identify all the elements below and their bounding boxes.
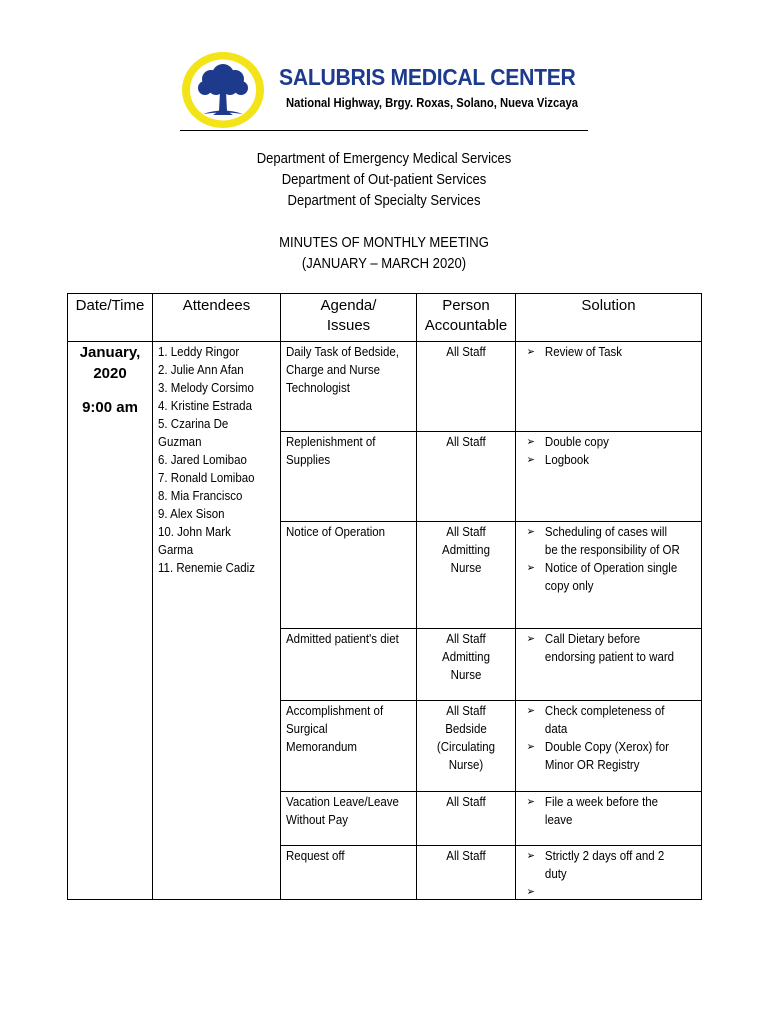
arrow-bullet-icon: ➢ xyxy=(526,796,536,808)
agenda-cell: Vacation Leave/Leave Without Pay xyxy=(281,792,417,846)
solution-item: ➢ Check completeness of data xyxy=(526,704,665,736)
organization-name: SALUBRIS MEDICAL CENTER xyxy=(279,64,576,90)
solution-item: ➢ Notice of Operation single copy only xyxy=(526,561,678,593)
table-header-row xyxy=(68,294,702,342)
solution-cell xyxy=(516,792,702,846)
meeting-date-month: January, xyxy=(79,344,141,361)
solution-item: ➢ Logbook xyxy=(526,453,590,467)
agenda-cell: Daily Task of Bedside, Charge and Nurse Technologist xyxy=(281,342,417,432)
person-accountable-cell: All Staff xyxy=(417,342,516,432)
solution-item: ➢ Strictly 2 days off and 2 duty xyxy=(526,849,665,881)
attendee-item: 9. Alex Sison xyxy=(158,507,225,521)
solution-item: ➢ Double Copy (Xerox) for Minor OR Registry xyxy=(526,740,669,772)
header-solution: Solution xyxy=(516,294,702,342)
solution-item: ➢ Review of Task xyxy=(526,345,623,359)
attendee-item: 11. Renemie Cadiz xyxy=(158,561,255,575)
solution-cell xyxy=(516,432,702,522)
meeting-date-year: 2020 xyxy=(93,365,127,382)
attendee-item: 1. Leddy Ringor xyxy=(158,345,240,359)
document-title xyxy=(0,233,768,275)
agenda-cell: Notice of Operation xyxy=(281,522,417,629)
arrow-bullet-icon: ➢ xyxy=(526,886,536,898)
solution-cell xyxy=(516,629,702,701)
minutes-title: MINUTES OF MONTHLY MEETING xyxy=(279,235,489,251)
attendee-item: 8. Mia Francisco xyxy=(158,489,243,503)
person-accountable-cell: All Staff xyxy=(417,792,516,846)
arrow-bullet-icon: ➢ xyxy=(526,526,536,538)
person-accountable-cell: All Staff Admitting Nurse xyxy=(417,629,516,701)
arrow-bullet-icon: ➢ xyxy=(526,850,536,862)
agenda-cell: Replenishment of Supplies xyxy=(281,432,417,522)
solution-item: ➢ Double copy xyxy=(526,435,609,449)
agenda-cell: Accomplishment of Surgical Memorandum xyxy=(281,701,417,792)
person-accountable-cell: All Staff xyxy=(417,432,516,522)
header-attendees: Attendees xyxy=(153,294,281,342)
minutes-period: (JANUARY – MARCH 2020) xyxy=(301,256,467,272)
header-divider xyxy=(180,130,588,131)
solution-cell xyxy=(516,846,702,900)
solution-item: ➢ File a week before the leave xyxy=(526,795,659,827)
department-name: Department of Emergency Medical Services xyxy=(256,151,512,167)
agenda-cell: Request off xyxy=(281,846,417,900)
agenda-cell: Admitted patient's diet xyxy=(281,629,417,701)
arrow-bullet-icon: ➢ xyxy=(526,454,536,466)
arrow-bullet-icon: ➢ xyxy=(526,705,536,717)
header-date-time: Date/Time xyxy=(68,294,153,342)
attendee-item: 10. John Mark Garma xyxy=(158,525,231,557)
arrow-bullet-icon: ➢ xyxy=(526,633,536,645)
tree-logo-icon xyxy=(181,51,265,129)
person-accountable-cell: All Staff xyxy=(417,846,516,900)
attendee-item: 2. Julie Ann Afan xyxy=(158,363,244,377)
arrow-bullet-icon: ➢ xyxy=(526,436,536,448)
person-accountable-cell: All Staff Admitting Nurse xyxy=(417,522,516,629)
table-row xyxy=(68,342,702,432)
letterhead xyxy=(0,0,768,135)
solution-cell xyxy=(516,522,702,629)
minutes-table xyxy=(67,293,702,900)
department-list xyxy=(0,149,768,212)
department-name: Department of Out-patient Services xyxy=(281,172,487,188)
attendee-item: 6. Jared Lomibao xyxy=(158,453,247,467)
solution-item: ➢ Scheduling of cases will be the responsibility of OR xyxy=(526,525,680,557)
arrow-bullet-icon: ➢ xyxy=(526,562,536,574)
attendee-item: 4. Kristine Estrada xyxy=(158,399,252,413)
attendee-item: 5. Czarina De Guzman xyxy=(158,417,229,449)
attendee-item: 7. Ronald Lomibao xyxy=(158,471,255,485)
person-accountable-cell: All Staff Bedside (Circulating Nurse) xyxy=(417,701,516,792)
attendees-cell xyxy=(153,342,281,900)
solution-cell xyxy=(516,342,702,432)
department-name: Department of Specialty Services xyxy=(287,193,481,209)
attendee-item: 3. Melody Corsimo xyxy=(158,381,254,395)
arrow-bullet-icon: ➢ xyxy=(526,346,536,358)
solution-item: ➢ Call Dietary before endorsing patient to ward xyxy=(526,632,675,664)
header-agenda: Agenda/ Issues xyxy=(281,294,417,342)
solution-cell xyxy=(516,701,702,792)
meeting-time: 9:00 am xyxy=(82,399,138,416)
organization-address: National Highway, Brgy. Roxas, Solano, Nueva Vizcaya xyxy=(286,96,578,110)
header-person-accountable: Person Accountable xyxy=(417,294,516,342)
arrow-bullet-icon: ➢ xyxy=(526,741,536,753)
date-time-cell xyxy=(68,342,153,900)
